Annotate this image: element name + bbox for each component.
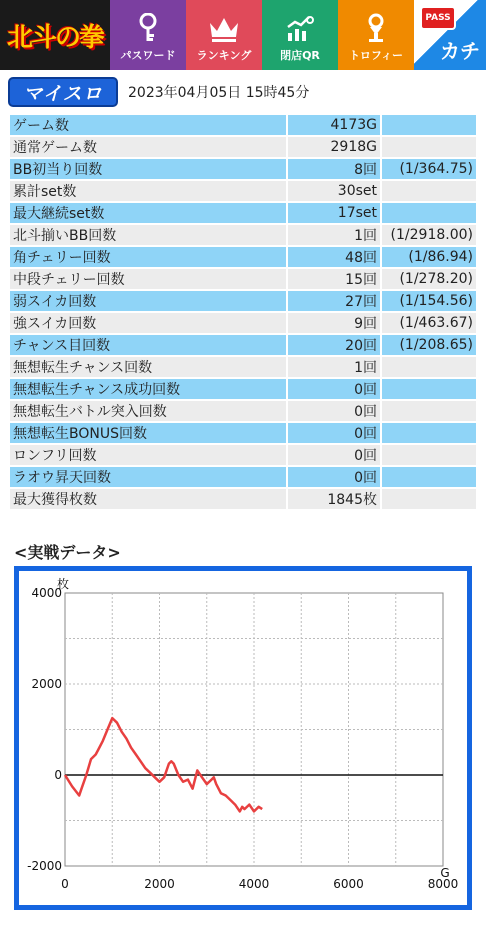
stats-row	[10, 225, 476, 245]
nav-ranking-button[interactable]	[186, 0, 262, 70]
stat-ratio: (1/154.56)	[380, 291, 476, 311]
key-icon	[136, 13, 160, 43]
stats-row	[10, 203, 476, 223]
stat-value: 20回	[286, 335, 380, 355]
stats-row	[10, 313, 476, 333]
stats-row	[10, 423, 476, 443]
kachi-navi-button[interactable]	[414, 0, 486, 70]
stats-row	[10, 291, 476, 311]
x-tick-label: 4000	[238, 877, 270, 891]
stat-label: 角チェリー回数	[10, 247, 286, 267]
kachi-navi-label: カチ	[440, 39, 480, 63]
stat-value: 0回	[286, 445, 380, 465]
record-datetime: 2023年04月05日 15時45分	[128, 85, 310, 101]
stat-ratio	[380, 401, 476, 421]
nav-closing-qr-button[interactable]	[262, 0, 338, 70]
stat-label: 無想転生BONUS回数	[10, 423, 286, 443]
stats-row	[10, 137, 476, 157]
stat-ratio	[380, 203, 476, 223]
stat-label: ラオウ昇天回数	[10, 467, 286, 487]
stat-label: 通常ゲーム数	[10, 137, 286, 157]
nav-password-button[interactable]	[110, 0, 186, 70]
game-logo-text: 北斗の拳	[6, 22, 103, 53]
stat-ratio	[380, 137, 476, 157]
stat-ratio: (1/278.20)	[380, 269, 476, 289]
stat-ratio: (1/463.67)	[380, 313, 476, 333]
chart-moon-icon	[285, 13, 315, 43]
stats-row	[10, 159, 476, 179]
brand-row	[8, 76, 478, 108]
stat-value: 1回	[286, 357, 380, 377]
stat-value: 4173G	[286, 115, 380, 135]
chart-container	[14, 566, 472, 910]
stat-value: 30set	[286, 181, 380, 201]
stats-row	[10, 115, 476, 135]
nav-closing-qr-label: 閉店QR	[280, 49, 320, 62]
y-tick-label: -2000	[27, 859, 62, 873]
stat-value: 2918G	[286, 137, 380, 157]
stat-label: BB初当り回数	[10, 159, 286, 179]
stat-ratio: (1/2918.00)	[380, 225, 476, 245]
x-axis-label: G	[440, 866, 450, 880]
y-tick-label: 4000	[31, 586, 62, 600]
stat-label: ゲーム数	[10, 115, 286, 135]
stat-ratio: (1/364.75)	[380, 159, 476, 179]
y-tick-label: 0	[54, 768, 62, 782]
stats-row	[10, 445, 476, 465]
nav-password-label: パスワード	[120, 49, 176, 62]
stat-ratio: (1/86.94)	[380, 247, 476, 267]
stats-row	[10, 357, 476, 377]
y-tick-label: 2000	[31, 677, 62, 691]
stat-value: 17set	[286, 203, 380, 223]
stat-value: 27回	[286, 291, 380, 311]
stats-row	[10, 467, 476, 487]
x-tick-label: 0	[61, 877, 69, 891]
stat-value: 0回	[286, 379, 380, 399]
stat-value: 8回	[286, 159, 380, 179]
stat-label: 最大継続set数	[10, 203, 286, 223]
stat-ratio	[380, 423, 476, 443]
x-tick-label: 8000	[427, 877, 459, 891]
stats-table	[10, 113, 476, 511]
stat-value: 1845枚	[286, 489, 380, 509]
stat-value: 15回	[286, 269, 380, 289]
stat-label: チャンス目回数	[10, 335, 286, 355]
trophy-icon	[363, 13, 389, 43]
stat-ratio	[380, 181, 476, 201]
stat-ratio	[380, 357, 476, 377]
coin-graph	[19, 571, 467, 905]
stats-row	[10, 401, 476, 421]
stat-ratio	[380, 115, 476, 135]
stats-row	[10, 247, 476, 267]
pass-badge: PASS	[420, 6, 456, 30]
stat-label: 強スイカ回数	[10, 313, 286, 333]
stats-row	[10, 335, 476, 355]
stat-label: 弱スイカ回数	[10, 291, 286, 311]
stats-row	[10, 181, 476, 201]
nav-ranking-label: ランキング	[196, 49, 252, 62]
stat-label: 無想転生バトル突入回数	[10, 401, 286, 421]
stat-label: 累計set数	[10, 181, 286, 201]
maislo-logo: マイスロ	[8, 77, 118, 107]
stat-value: 0回	[286, 467, 380, 487]
stat-label: 北斗揃いBB回数	[10, 225, 286, 245]
stats-row	[10, 379, 476, 399]
stat-value: 48回	[286, 247, 380, 267]
x-tick-label: 2000	[144, 877, 175, 891]
stat-label: 最大獲得枚数	[10, 489, 286, 509]
section-title: <実戦データ>	[14, 543, 121, 562]
stat-label: 無想転生チャンス成功回数	[10, 379, 286, 399]
stat-value: 0回	[286, 401, 380, 421]
stats-row	[10, 269, 476, 289]
stat-ratio: (1/208.65)	[380, 335, 476, 355]
x-tick-label: 6000	[333, 877, 364, 891]
stat-ratio	[380, 379, 476, 399]
top-nav-bar	[0, 0, 486, 70]
stat-ratio	[380, 489, 476, 509]
stat-value: 0回	[286, 423, 380, 443]
stats-row	[10, 489, 476, 509]
game-logo[interactable]	[0, 0, 110, 70]
stat-label: 中段チェリー回数	[10, 269, 286, 289]
stat-label: 無想転生チャンス回数	[10, 357, 286, 377]
crown-icon	[208, 15, 240, 43]
stat-ratio	[380, 467, 476, 487]
stat-label: ロンフリ回数	[10, 445, 286, 465]
stat-ratio	[380, 445, 476, 465]
nav-trophy-label: トロフィー	[348, 49, 404, 62]
y-axis-label: 枚	[56, 577, 70, 591]
stat-value: 1回	[286, 225, 380, 245]
stat-value: 9回	[286, 313, 380, 333]
nav-trophy-button[interactable]	[338, 0, 414, 70]
